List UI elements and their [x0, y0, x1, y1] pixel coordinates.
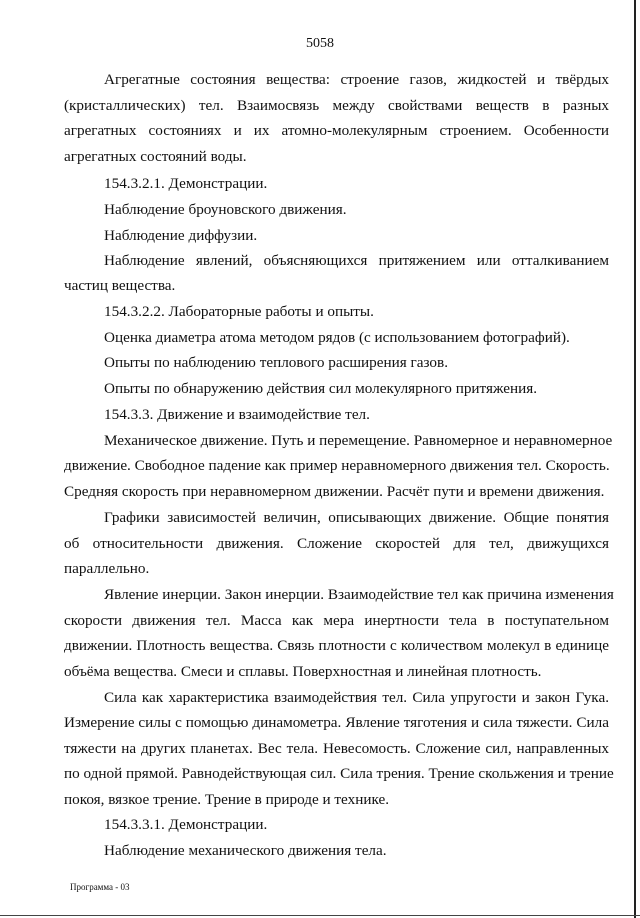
text-line: тяжести на других планетах. Вес тела. Невесомость. Сложение сил, направленных: [64, 740, 609, 757]
text-line: движении. Плотность вещества. Связь плотности с количеством молекул в единице: [64, 637, 609, 654]
text-line: Опыты по наблюдению теплового расширения газов.: [104, 354, 448, 371]
text-line: Измерение силы с помощью динамометра. Явление тяготения и сила тяжести. Сила: [64, 714, 609, 731]
text-line: Сила как характеристика взаимодействия тел. Сила упругости и закон Гука.: [104, 689, 609, 706]
section-heading: 154.3.2.2. Лабораторные работы и опыты.: [104, 303, 374, 320]
scan-edge-right: [634, 0, 636, 918]
section-heading: 154.3.3. Движение и взаимодействие тел.: [104, 406, 370, 423]
text-line: объёма вещества. Смеси и сплавы. Поверхностная и линейная плотность.: [64, 663, 542, 680]
text-line: движение. Свободное падение как пример неравномерного движения тел. Скорость.: [64, 457, 610, 474]
scan-edge-bottom: [0, 915, 640, 916]
text-line: покоя, вязкое трение. Трение в природе и технике.: [64, 791, 389, 808]
text-line: Механическое движение. Путь и перемещение. Равномерное и неравномерное: [104, 432, 613, 449]
text-line: Средняя скорость при неравномерном движении. Расчёт пути и времени движения.: [64, 483, 605, 500]
text-line: агрегатных состояний воды.: [64, 148, 247, 165]
text-line: Агрегатные состояния вещества: строение газов, жидкостей и твёрдых: [104, 71, 609, 88]
text-line: Наблюдение броуновского движения.: [104, 201, 347, 218]
text-line: Явление инерции. Закон инерции. Взаимодействие тел как причина изменения: [104, 586, 614, 603]
text-line: Наблюдение явлений, объясняющихся притяжением или отталкиванием: [104, 252, 609, 269]
text-line: Опыты по обнаружению действия сил молекулярного притяжения.: [104, 380, 538, 397]
text-line: об относительности движения. Сложение скоростей для тел, движущихся: [64, 535, 609, 552]
text-line: Оценка диаметра атома методом рядов (с использованием фотографий).: [104, 329, 570, 346]
text-line: по одной прямой. Равнодействующая сил. Сила трения. Трение скольжения и трение: [64, 765, 614, 782]
page-number: 5058: [306, 36, 334, 51]
footer-label: Программа - 03: [70, 882, 130, 892]
text-line: частиц вещества.: [64, 277, 176, 294]
section-heading: 154.3.3.1. Демонстрации.: [104, 816, 268, 833]
text-line: параллельно.: [64, 560, 150, 577]
section-heading: 154.3.2.1. Демонстрации.: [104, 175, 268, 192]
text-line: Наблюдение диффузии.: [104, 227, 258, 244]
text-line: агрегатных состояниях и их атомно-молекулярным строением. Особенности: [64, 122, 609, 139]
text-line: Наблюдение механического движения тела.: [104, 842, 387, 859]
text-line: скорости движения тел. Масса как мера инертности тела в поступательном: [64, 612, 609, 629]
text-line: Графики зависимостей величин, описывающих движение. Общие понятия: [104, 509, 609, 526]
text-line: (кристаллических) тел. Взаимосвязь между свойствами веществ в разных: [64, 97, 609, 114]
